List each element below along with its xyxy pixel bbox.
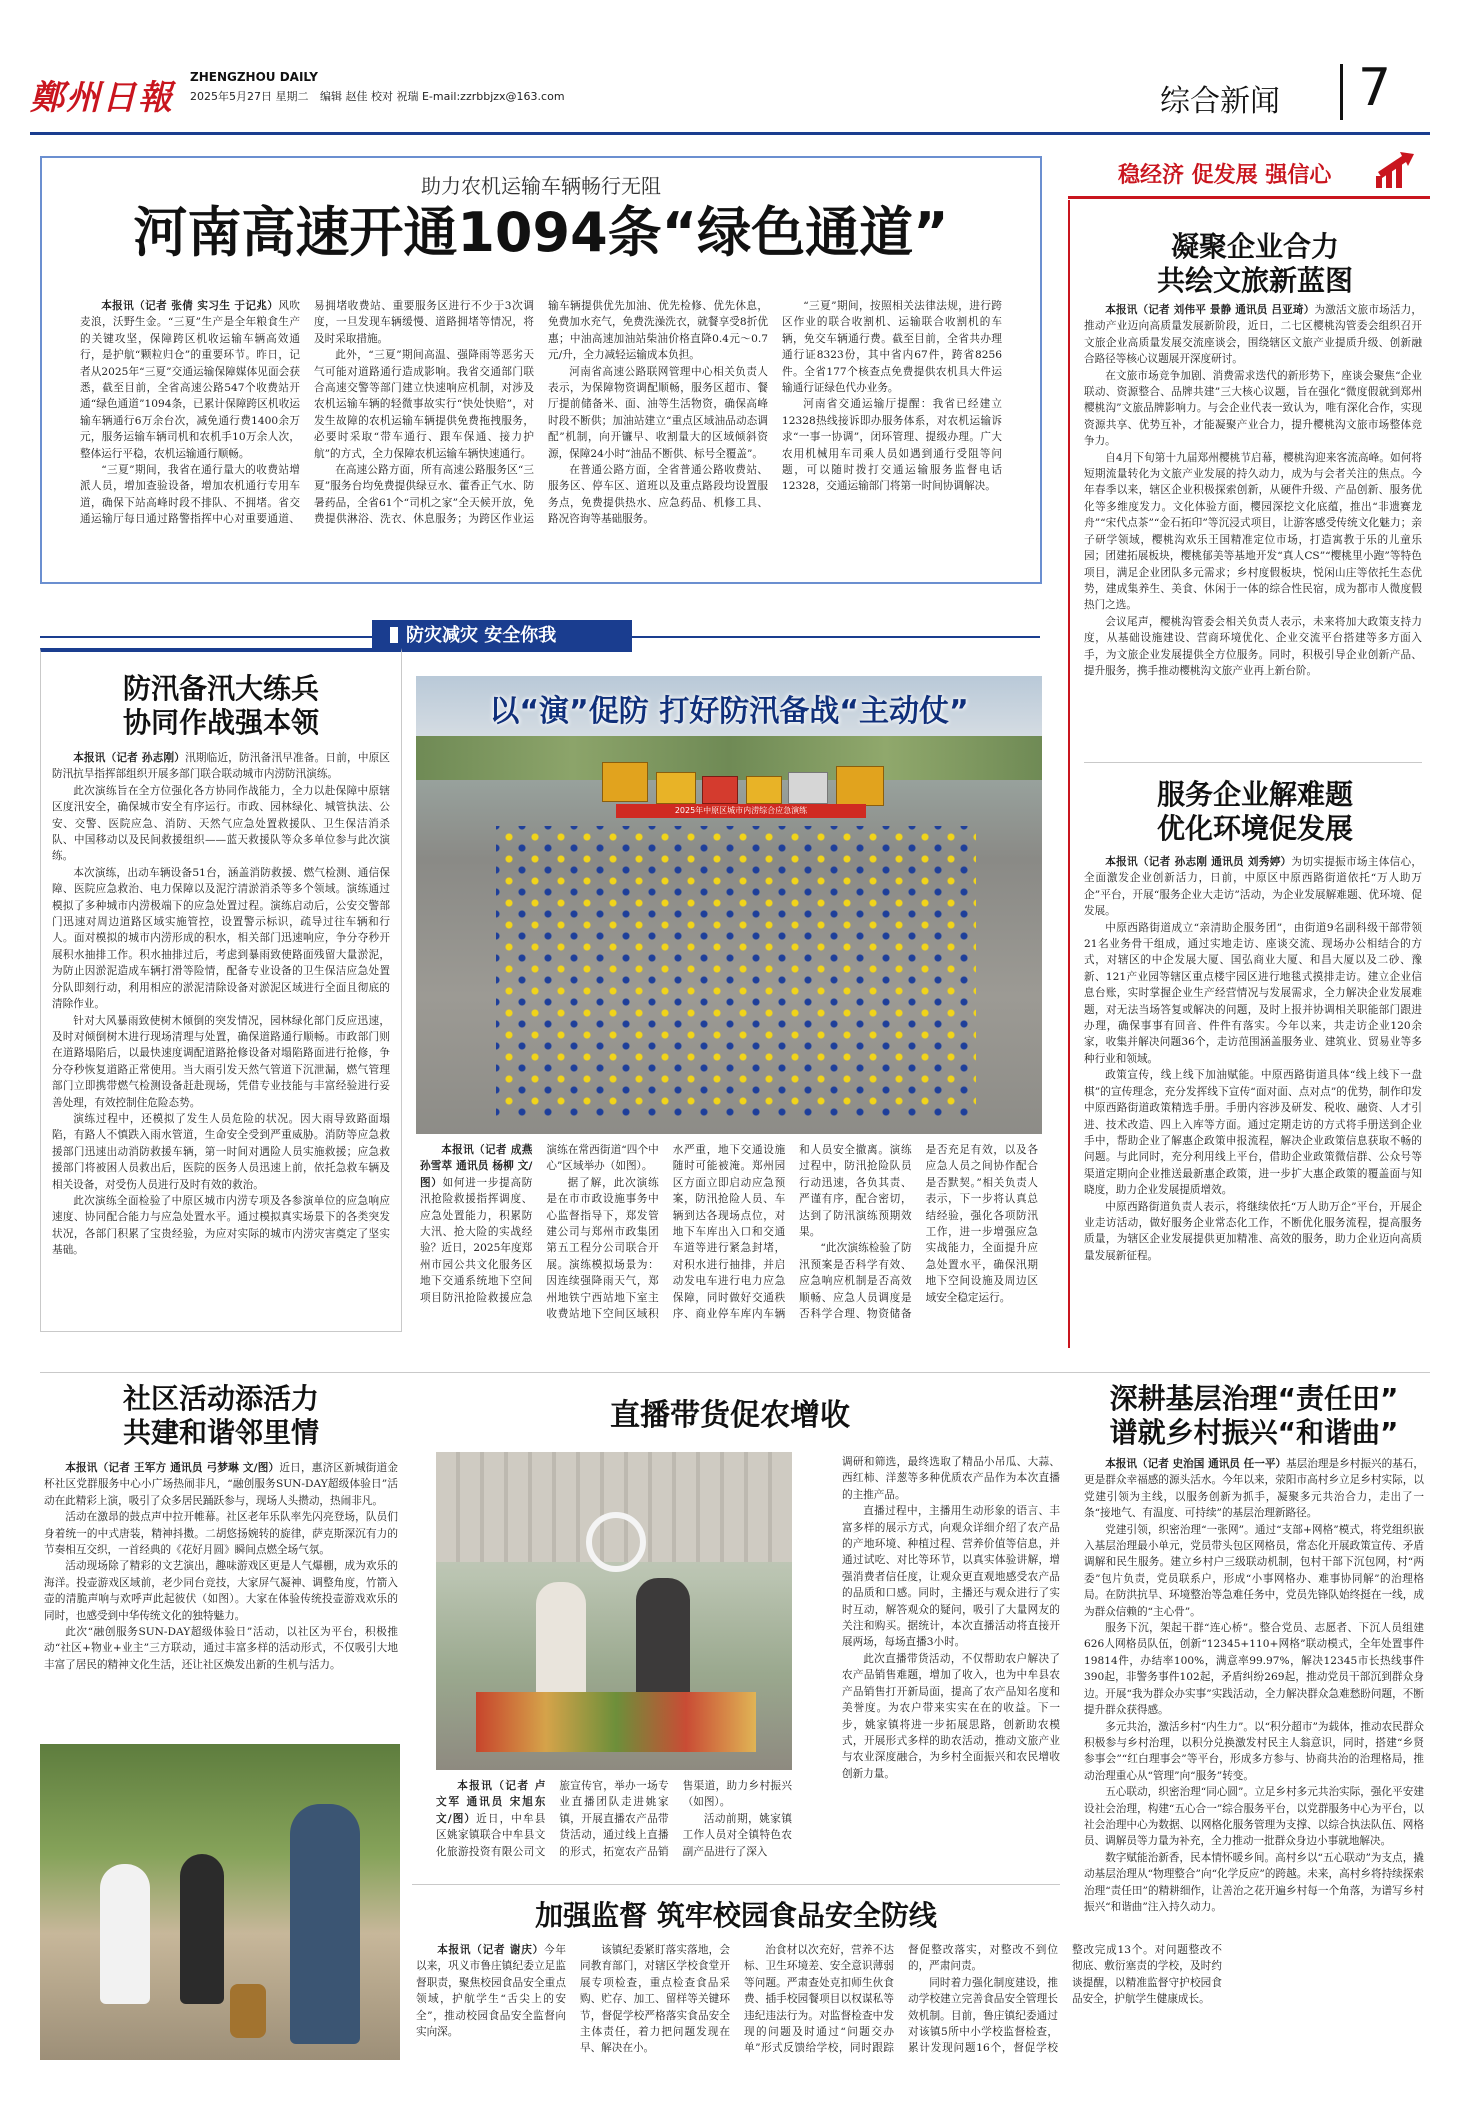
livestream-byline: 本报讯（记者 卢文军 通讯员 宋旭东 文/图） — [436, 1780, 546, 1825]
livestream-para: 活动前期，姚家镇工作人员对全镇特色农副产品进行了深入 — [682, 1812, 792, 1858]
flood-para: 此次演练旨在全方位强化各方协同作战能力，全力以赴保障中原辖区度汛安全，确保城市安全有序运行。市政、园林绿化、城管执法、公安、交警、医院应急、消防、天然气应急处置救援队、卫生保洁消杀队、中国移动以及民间救援组织——蓝天救援队等众多单位参与此次演练。 — [52, 784, 390, 863]
service-body — [1084, 854, 1422, 1340]
drill-para: 如何进一步提高防汛抢险救援指挥调度、应急处置能力，积累防大汛、抢大险的实战经验？近日，2025年度郑州市园公共文化服务区地下交通系统地下空间项目防汛抢险救援应急演练在常西街道“四个中心”区域举办（如图）。 — [420, 1144, 659, 1304]
child-figure — [180, 1854, 224, 2004]
flood-para: 针对大风暴雨致使树木倾倒的突发情况，园林绿化部门反应迅速，及时对倾倒树木进行现场清理与处置，确保道路通行顺畅。市政部门则在道路塌陷后，以最快速度调配道路抢修设备对塌陷路面进行抢修，争分夺秒恢复道路正常使用。当大雨引发天然气管道下沉泄漏，燃气管理部门立即携带燃气检测设备赶赴现场，凭借专业技能与丰富经验进行妥善处理，有效控制住危险态势。 — [52, 1014, 390, 1109]
service-headline-line2: 优化环境促发展 — [1156, 812, 1353, 845]
lead-body — [80, 298, 1002, 568]
food-headline: 加强监督 筑牢校园食品安全防线 — [535, 1899, 937, 1932]
page-number: 7 — [1358, 58, 1392, 118]
drill-para: 据了解，此次演练是在市市政设施事务中心监督指导下，郑发管建公司与郑州市政集团第五工程分公司联合开展。演练模拟场景为：因连续强降雨天气，郑州地铁宁西站地下室主收费站地下空间区域积水严重，地下交通设施随时可能被淹。郑州园区方面立即启动应急预案，防汛抢险人员、车辆到达各现场点位，对地下车库出入口和交通车道等进行紧急封堵，对积水进行抽排，并启动发电车进行电力应急保障，同时做好交通秩序、商业停车库内车辆和人员安全撤离。演练过程中，防汛抢险队员行动迅速，各负其责、严谨有序，配合密切，达到了防汛演练预期效果。 — [546, 1144, 912, 1321]
governance-para: 数字赋能治新香，民本情怀暖乡间。高村乡以“五心联动”为支点，撬动基层治理从“物理整合”向“化学反应”的跨越。未来，高村乡将持续探索治理“责任田”的精耕细作，让善治之花开遍乡村每一个角落，为谱写乡村振兴“和谐曲”注入持久动力。 — [1084, 1851, 1424, 1913]
masthead — [30, 58, 1430, 128]
culture-headline-line1: 凝聚企业合力 — [1170, 230, 1339, 263]
flood-para: 本次演练，出动车辆设备51台，涵盖消防救援、燃气检测、通信保障、医院应急救治、电力保障以及泥泞清淤消杀等多个领域。演练通过模拟了多种城市内涝极端下的应急处置过程。演练启动后，公安交警部门迅速对周边道路区域实施管控，设置警示标识，疏导过往车辆和行人。面对模拟的城市内涝形成的积水，相关部门迅速响应，争分夺秒开展积水抽排工作。积水抽排过后，考虑到暴雨致使路面残留大量淤泥，为防止因淤泥造成车辆打滑等险情，配备专业设备的卫生保洁应急处置分队即刻行动，利用相应的淤泥清除设备对淤泥区域进行全面且彻底的清除作业。 — [52, 866, 390, 1011]
section-tag-text: 防灾减灾 安全你我 — [406, 625, 557, 646]
lead-byline: 本报讯（记者 张倩 实习生 于记兆） — [101, 300, 279, 312]
flood-byline: 本报讯（记者 孙志刚） — [73, 752, 186, 764]
theme-banner-rule — [1068, 196, 1430, 199]
governance-para: 党建引领，织密治理“一张网”。通过“支部+网格”模式，将党组织嵌入基层治理最小单元，党员带头包区网格员，常态化开展政策宣传、矛盾调解和民生服务。建立乡村户三级联动机制，包村干部下沉包网，村“两委”包片负责，党员联系户，形成“小事网格办、难事协同解”的治理格局。在防洪抗旱、环境整治等急难任务中，党员先锋队始终挺在一线，成为群众信赖的“主心骨”。 — [1084, 1523, 1424, 1618]
governance-para: 五心联动，织密治理“同心圆”。立足乡村多元共治实际，强化平安建设社会治理，构建“五心合一”综合服务平台，以党群服务中心为平台，以社会治理中心为数据、以网格化服务管理为支撑、以综合执法队伍、网格员、调解员等力量为补充，全力推动一批群众身边小事就地解决。 — [1084, 1786, 1424, 1848]
section-name: 综合新闻 — [1160, 84, 1280, 119]
date-text: 2025年5月27日 星期二 — [190, 90, 309, 103]
food-para: 治食材以次充好，营养不达标、卫生环境差、安全意识薄弱等问题。严肃查处克扣师生伙食费、插手校园餐项目以权谋私等违纪违法行为。对监督检查中发现的问题及时通过“问题交办单”形式反馈给学校，同时跟踪督促整改落实，对整改不到位的，严肃问责。 — [744, 1944, 1058, 2055]
community-photo — [40, 1744, 400, 2060]
community-headline — [40, 1382, 402, 1450]
governance-para: 服务下沉，架起干群“连心桥”。整合党员、志愿者、下沉人员组建626人网格员队伍，创新“12345+110+网格”联动模式，全年处置事件19814件，办结率100%，满意率99.97%，解决12345市长热线事件390起，非警务事件102起，矛盾纠纷269起，推动党员干部沉到群众身边。开展“我为群众办实事”实践活动，全力解决群众急难愁盼问题，不断提升群众获得感。 — [1084, 1622, 1424, 1717]
food-para: 同时着力强化制度建设，推动学校建立完善食品安全管理长效机制。目前，鲁庄镇纪委通过对该镇5所中小学校监督检查，累计发现问题16个，督促学校整改完成13个。对问题整改不彻底、敷衍塞责的学校，及时约谈提醒，以精准监督守护校园食品安全，护航学生健康成长。 — [908, 1944, 1222, 2055]
flood-body — [52, 750, 390, 1322]
section-tag-marker — [390, 627, 398, 643]
lead-para: 河南省高速公路联网管理中心相关负责人表示，为保障物资调配顺畅，服务区超市、餐厅提前储备米、面、油等生活物资，确保高峰时段不断供；加油站建立“重点区域油品动态调配”机制，向开镰早、收割量大的区域倾斜资源，保障24小时“油品不断供、标号全覆盖”。 — [548, 365, 768, 460]
community-para: 活动在激昂的鼓点声中拉开帷幕。社区老年乐队率先闪亮登场，队员们身着统一的中式唐装，精神抖擞。二胡悠扬婉转的旋律，萨克斯深沉有力的节奏相互交织，一首经典的《花好月圆》瞬间点燃全场气氛。 — [44, 1511, 398, 1557]
drill-byline: 本报讯（记者 成燕 孙雪萃 通讯员 杨柳 文/图） — [420, 1144, 533, 1189]
livestream-photo — [436, 1452, 792, 1770]
culture-para: 会议尾声，樱桃沟管委会相关负责人表示，未来将加大政策支持力度，从基础设施建设、营商环境优化、企业交流平台搭建等多方面入手，为文旅企业发展提供全方位服务。同时，积极引导企业创新产品、提升服务，携手推动樱桃沟文旅产业再上新台阶。 — [1084, 615, 1422, 677]
ring-light — [586, 1512, 646, 1572]
livestream-para: 此次直播带货活动，不仅帮助农户解决了农产品销售难题，增加了收入，也为中牟县农产品销售打开新局面，提高了农产品知名度和美誉度。为农户带来实实在在的收益。下一步，姚家镇将进一步拓展思路，创新助农模式，开展形式多样的助农活动，推动文旅产业与农业深度融合，为乡村全面振兴和农民增收创新力量。 — [842, 1652, 1060, 1780]
service-para: 政策宣传，线上线下加油赋能。中原西路街道具体“线上线下一盘棋”的宣传理念，充分发挥线下宣传“面对面、点对点”的优势，制作印发中原西路街道政策精选手册。手册内容涉及研发、税收、融资、人才引进、技术改造、四上入库等方面。通过定期走访的方式将手册送到企业手中，帮助企业了解惠企政策申报流程，解决企业政策信息获取不畅的问题。与此同时，充分利用线上平台，借助企业政策微信群、公众号等渠道定期向企业推送最新惠企政策，进一步扩大惠企政策的覆盖面与知晓度，助力企业发展提质增效。 — [1084, 1069, 1422, 1197]
livestream-body-side — [842, 1454, 1060, 1780]
governance-headline-line2: 谱就乡村振兴“和谐曲” — [1109, 1416, 1399, 1449]
flood-para: 此次演练全面检验了中原区城市内涝专项及各参演单位的应急响应速度、协同配合能力与应急处置水平。通过模拟真实场景下的各类突发状况，各部门积累了宝贵经验，为应对实际的城市内涝灾害奠定了坚实基础。 — [52, 1194, 390, 1257]
culture-byline: 本报讯（记者 刘伟平 景静 通讯员 吕亚琦） — [1105, 304, 1315, 316]
newspaper-logo: 鄭州日報 — [30, 78, 174, 118]
newspaper-name-en: ZHENGZHOU DAILY — [190, 70, 318, 84]
dateline — [190, 88, 565, 104]
culture-para: 在文旅市场竞争加剧、消费需求迭代的新形势下，座谈会聚焦“企业联动、资源整合、品牌共建”三大核心议题，旨在强化“微度假就到郑州樱桃沟”文旅品牌影响力。与会企业代表一致认为，唯有深化合作，实现资源共享、优势互补，才能凝聚产业合力，提升樱桃沟文旅市场整体竞争力。 — [1084, 369, 1422, 448]
truck — [602, 762, 648, 802]
governance-para: 多元共治，激活乡村“内生力”。以“积分超市”为载体，推动农民群众积极参与乡村治理，以积分兑换激发村民主人翁意识，同时，搭建“乡贤参事会”“红白理事会”等平台，形成多方参与、协商共治的治理格局，推动治理重心从“管理”向“服务”转变。 — [1084, 1720, 1424, 1782]
section-tag — [372, 620, 632, 652]
produce-table — [476, 1692, 756, 1752]
child-figure — [100, 1864, 150, 2004]
community-body — [44, 1460, 398, 1732]
service-headline — [1080, 778, 1430, 846]
livestream-headline: 直播带货促农增收 — [610, 1398, 850, 1433]
truck — [702, 776, 738, 804]
governance-para: 基层治理是乡村振兴的基石，更是群众幸福感的源头活水。今年以来，荥阳市高村乡立足乡村实际，以党建引领为主线，以服务创新为抓手，凝聚多元共治合力，走出了一条“接地气、有温度、可持续”的基层治理新路径。 — [1084, 1458, 1424, 1520]
flood-para: 演练过程中，还模拟了发生人员危险的状况。因大雨导致路面塌陷，有路人不慎跌入雨水管道，生命安全受到严重威胁。消防等应急救援部门迅速出动消防救援车辆，第一时间对遇险人员实施救援；应急救援部门将被困人员救出后，医院的医务人员迅速上前，依托急救车辆及相关设备，对受伤人员进行及时有效的救治。 — [52, 1112, 390, 1191]
livestream-para: 近日，中牟县区姚家镇联合中牟县文化旅游投资有限公司文旅宣传官，举办一场专业直播团队走进姚家镇，开展直播农产品带货活动，通过线上直播的形式，拓宽农产品销售渠道，助力乡村振兴（如图）。 — [436, 1780, 792, 1858]
flood-headline-line2: 协同作战强本领 — [122, 706, 319, 739]
growth-arrow-icon — [1374, 152, 1418, 190]
drill-banner-text: 2025年中原区城市内涝综合应急演练 — [674, 806, 808, 815]
service-para: 中原西路街道成立“亲清助企服务团”，由街道9名副科级干部带领21名业务骨干组成，通过实地走访、座谈交流、现场办公相结合的方式，对辖区的中企发展大厦、国弘商业大厦、和昌大厦以及二砂、豫新、121产业园等辖区重点楼宇园区进行地毯式摸排走访。建立企业信息台账，实时掌握企业生产经营情况与发展需求，全力解决企业发展难题，对无法当场答复或解决的问题，及时上报并协调相关职能部门跟进办理，确保事事有回音、件件有落实。今年以来，共走访企业120余家，收集并解决问题36个，走访范围涵盖服务业、建筑业、贸易业等多种行业和领域。 — [1084, 921, 1422, 1065]
lead-headline: 河南高速开通1094条“绿色通道” — [133, 201, 949, 264]
divider — [412, 1884, 1060, 1885]
tree-line — [416, 736, 1042, 780]
governance-byline: 本报讯（记者 史治国 通讯员 任一平） — [1105, 1458, 1287, 1470]
service-byline: 本报讯（记者 孙志刚 通讯员 刘秀婷） — [1105, 856, 1292, 868]
drill-photo — [416, 676, 1042, 1134]
community-headline-line2: 共建和谐邻里情 — [122, 1416, 319, 1449]
community-byline: 本报讯（记者 王军方 通讯员 弓梦琳 文/图） — [65, 1462, 280, 1474]
flood-headline — [40, 672, 402, 740]
food-byline: 本报讯（记者 谢庆） — [437, 1944, 545, 1956]
service-para: 为切实提振市场主体信心，全面激发企业创新活力，日前，中原区中原西路街道依托“万人助万企”平台，开展“服务企业大走访”活动，为企业发展解难题、优环境、促发展。 — [1084, 856, 1422, 918]
lead-kicker: 助力农机运输车辆畅行无阻 — [421, 174, 661, 198]
lead-para: 此外，“三夏”期间高温、强降雨等恶劣天气可能对道路通行造成影响。我省交通部门联合高速交警等部门建立快速响应机制，对涉及农机运输车辆的轻微事故实行“快处快赔”，对发生故障的农机运输车辆提供免费拖拽服务，必要时采取“带车通行、跟车保通、接力护航”的方式，全力保障农机运输车辆快速通行。 — [314, 349, 534, 460]
culture-body — [1084, 302, 1422, 754]
masthead-rule — [30, 132, 1430, 135]
truck — [656, 772, 696, 804]
lead-para: 在普通公路方面，全省普通公路收费站、服务区、停车区、道班以及重点路段均设置服务点，免费提供热水、应急药品、机修工具、路况咨询等基础服务。 — [548, 464, 768, 526]
culture-para: 为激活文旅市场活力，推动产业迈向高质量发展新阶段，近日，二七区樱桃沟管委会组织召开文旅企业高质量发展交流座谈会，围绕辖区文旅产业提质升级、创新融合路径等核心议题展开深度研讨。 — [1084, 304, 1422, 366]
community-para: 活动现场除了精彩的文艺演出，趣味游戏区更是人气爆棚，成为欢乐的海洋。投壶游戏区域前，老少同台竞技，大家屏气凝神、调整角度，竹箭入壶的清脆声响与欢呼声此起彼伏（如图）。大家在体验传统投壶游戏欢乐的同时，也感受到中华传统文化的独特魅力。 — [44, 1560, 398, 1622]
lead-para: “三夏”期间，我省在通行量大的收费站增派人员，增加查验设备，增加农机通行专用车道，确保下站高峰时段不排队、不拥堵。省交通运输厅每日通过路警指挥中心对重要通道、易拥堵收费站、重要服务区进行不少于3次调度，一旦发现车辆缓慢、道路拥堵等情况，将及时采取措施。 — [80, 300, 534, 526]
truck — [836, 766, 884, 806]
culture-headline-line2: 共绘文旅新蓝图 — [1156, 264, 1353, 297]
lead-para: 风吹麦浪，沃野生金。“三夏”生产是全年粮食生产的关键攻坚，保障跨区机收运输车辆高效通行，是护航“颗粒归仓”的重要环节。昨日，记者从2025年“三夏”交通运输保障媒体见面会获悉，截至目前，全省高速公路547个收费站开通“绿色通道”1094条，已累计保障跨区机收运输车辆通行6万余台次，减免通行费1400余万元，服务运输车辆司机和农机手10万余人次，整体运行平稳，农机运输通行顺畅。 — [80, 300, 300, 460]
theme-banner-text: 稳经济 促发展 强信心 — [1118, 163, 1332, 188]
lead-para: “三夏”期间，按照相关法律法规，进行跨区作业的联合收割机、运输联合收割机的车辆，免交车辆通行费。截至目前，全省共办理通行证8323份，其中省内67件，跨省8256件。全省177个核查点免费提供农机具大件运输通行证绿色代办业务。 — [782, 300, 1002, 395]
game-pot — [230, 1984, 266, 2038]
flood-para: 汛期临近，防汛备汛早准备。日前，中原区防汛抗旱指挥部组织开展多部门联合联动城市内涝防汛演练。 — [52, 752, 391, 781]
presenter-figure — [636, 1578, 690, 1702]
food-body — [416, 1942, 1222, 2068]
service-headline-line1: 服务企业解难题 — [1156, 778, 1353, 811]
section-divider — [1340, 64, 1343, 120]
editors-text: 编辑 赵佳 校对 祝瑞 E-mail:zzrbbjzx@163.com — [320, 90, 565, 103]
livestream-para: 直播过程中，主播用生动形象的语言、丰富多样的展示方式，向观众详细介绍了农产品的产地环境、种植过程、营养价值等信息，并通过试吃、对比等环节，以真实体验讲解，增强消费者信任度，让观众更直观地感受农产品的品质和口感。同时，主播还与观众进行了实时互动，解答观众的疑问，吸引了大量网友的关注和购买。据统计，本次直播活动将直接开展两场，每场直播3小时。 — [842, 1505, 1060, 1649]
truck — [788, 772, 828, 804]
flood-headline-line1: 防汛备汛大练兵 — [122, 672, 319, 705]
theme-banner — [1092, 154, 1422, 190]
food-para: 今年以来，巩义市鲁庄镇纪委立足监督职责，聚焦校园食品安全重点领域，护航学生“舌尖上的安全”，推动校园食品安全监督向实向深。 — [416, 1944, 566, 2039]
governance-headline-line1: 深耕基层治理“责任田” — [1109, 1382, 1399, 1415]
lead-para: 在高速公路方面，所有高速公路服务区“三夏”服务台均免费提供绿豆水、藿香正气水、防暑药品，全省61个“司机之家”全天候开放，免费提供淋浴、洗衣、休息服务；为跨区作业运输车辆提供优先加油、优先检修、优先休息，免费加水充气，免费洗澡洗衣，就餐享受8折优惠；中油高速加油站柴油价格直降0.4元～0.7元/升，全力减轻运输成本负担。 — [314, 300, 768, 526]
community-para: 近日，惠济区新城街道金杯社区党群服务中心小广场热闹非凡，“融创服务SUN-DAY超级体验日”活动在此精彩上演，吸引了众多居民踊跃参与，现场人头攒动，热闹非凡。 — [44, 1462, 399, 1507]
presenter-figure — [536, 1582, 586, 1702]
divider — [1084, 762, 1422, 763]
governance-body — [1084, 1456, 1424, 2068]
community-headline-line1: 社区活动添活力 — [122, 1382, 319, 1415]
livestream-para: 调研和筛选，最终选取了精品小吊瓜、大蒜、西红柿、洋葱等多种优质农产品作为本次直播的主推产品。 — [842, 1456, 1060, 1501]
lead-para: 河南省交通运输厅提醒：我省已经建立12328热线接诉即办服务体系，对农机运输诉求“一事一协调”，闭环管理、提级办理。广大农用机械用车司乘人员如遇到通行受阻等问题，可以随时拨打交通运输服务监督电话12328，交通运输部门将第一时间协调解决。 — [782, 398, 1002, 493]
bottom-section-rule — [40, 1372, 1430, 1373]
culture-para: 自4月下旬第十九届郑州樱桃节启幕，樱桃沟迎来客流高峰。如何将短期流量转化为文旅产业发展的持久动力，成为与会者关注的焦点。今年春季以来，辖区企业积极探索创新，从硬件升级、产品创新、服务优化等多维度发力。文化体验方面，樱园深挖文化底蕴，推出“非遗赛龙舟”“宋代点茶”“金石拓印”等沉浸式项目，让游客感受传统文化魅力；亲子研学领域，樱桃沟欢乐王国精准定位市场，打造寓教于乐的儿童乐园；团建拓展板块，樱桃郁美等基地开发“真人CS”“樱桃里小跑”等特色项目，满足企业团队多元需求；乡村度假板块，悦闲山庄等依托生态优势，建成集养生、美食、休闲于一体的综合性民宿，成为都市人微度假热门之选。 — [1084, 451, 1422, 612]
truck — [746, 776, 782, 804]
community-para: 此次“融创服务SUN-DAY超级体验日”活动，以社区为平台，积极推动“社区+物业+业主”三方联动，通过丰富多样的活动形式，不仅吸引大地丰富了居民的精神文化生活，还让社区焕发出新的生机与活力。 — [44, 1626, 398, 1671]
drill-body — [420, 1142, 1038, 1332]
right-column-border — [1068, 200, 1070, 1348]
adult-figure — [290, 1804, 360, 2044]
governance-headline — [1078, 1382, 1430, 1450]
culture-headline — [1080, 230, 1430, 298]
drill-photo-title: 以“演”促防 打好防汛备战“主动仗” — [489, 694, 969, 729]
livestream-body-bottom — [436, 1778, 792, 1880]
personnel-formation — [496, 826, 976, 1116]
food-para: 该镇纪委紧盯落实落地，会同教育部门，对辖区学校食堂开展专项检查，重点检查食品采购、贮存、加工、留样等关键环节，督促学校严格落实食品安全主体责任，着力把问题发现在早、解决在小。 — [580, 1944, 730, 2055]
drill-para: “此次演练检验了防汛预案是否科学有效、应急响应机制是否高效顺畅、应急人员调度是否科学合理、物资储备是否充足有效，以及各应急人员之间协作配合是否默契。”相关负责人表示，下一步将认真总结经验，强化各项防汛工作，进一步增强应急实战能力，全面提升应急处置水平，确保汛期地下空间设施及周边区域安全稳定运行。 — [799, 1144, 1038, 1321]
service-para: 中原西路街道负责人表示，将继续依托“万人助万企”平台，开展企业走访活动，做好服务企业常态化工作，不断优化服务流程，提高服务质量，为辖区企业发展提供更加精准、高效的服务，助力企业迈向高质量发展新征程。 — [1084, 1200, 1422, 1262]
